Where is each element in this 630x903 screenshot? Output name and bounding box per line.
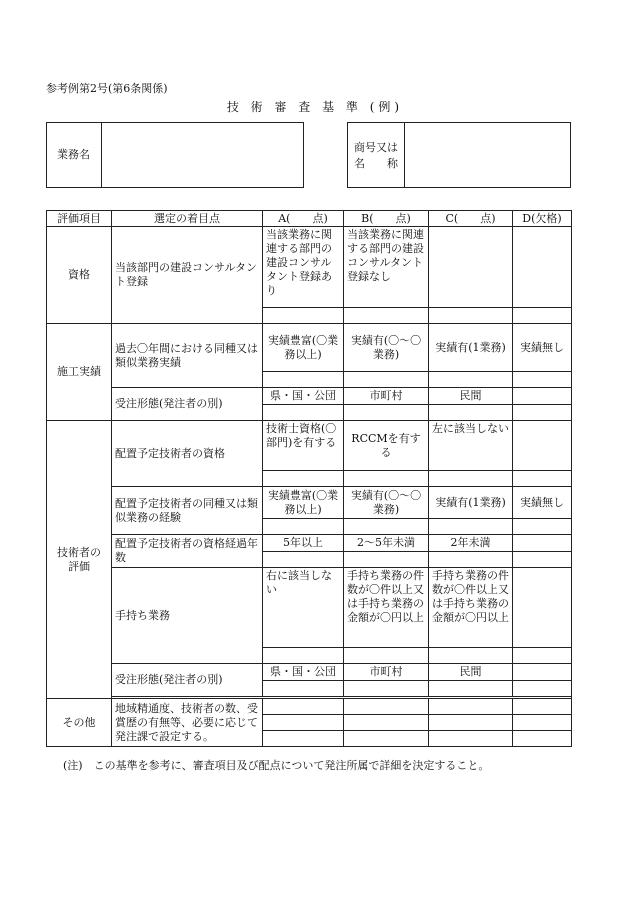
company-name-label-line1: 商号又は	[354, 141, 398, 154]
category-engineer-line2: 評価	[68, 559, 90, 573]
evaluation-table	[46, 210, 572, 747]
focus-current-workload: 手持ち業務	[112, 568, 263, 664]
order-type-b: 市町村	[344, 388, 429, 405]
focus-qualification: 当該部門の建設コンサルタント登録	[112, 227, 263, 324]
reference-line: 参考例第2号(第6条関係)	[46, 82, 168, 95]
focus-performance-record: 過去〇年間における同種又は類似業務実績	[112, 324, 263, 388]
other-b3[interactable]	[344, 731, 429, 747]
company-name-label-line2: 名 称	[354, 157, 398, 170]
engineer-experience-a: 実績豊富(〇業務以上)	[263, 487, 344, 519]
engineer-experience-b: 実績有(〇～〇業務)	[344, 487, 429, 519]
engineer-order-type-b-score[interactable]	[344, 681, 429, 697]
table-row	[47, 388, 572, 405]
other-b1[interactable]	[344, 699, 429, 715]
order-type-b-score[interactable]	[344, 405, 429, 421]
qualification-b: 当該業務に関連する部門の建設コンサルタント登録なし	[344, 227, 429, 308]
business-name-box	[46, 122, 304, 188]
workload-c: 手持ち業務の件数が〇件以上又は手持ち業務の金額が〇円以上	[429, 568, 513, 648]
engineer-qualification-a: 技術士資格(〇部門)を有する	[263, 421, 344, 471]
other-a3[interactable]	[263, 731, 344, 747]
engineer-years-c: 2年未満	[429, 535, 513, 552]
engineer-experience-c-score[interactable]	[429, 519, 513, 535]
focus-engineer-experience: 配置予定技術者の同種又は類似業務の経験	[112, 487, 263, 535]
engineer-order-type-c-score[interactable]	[429, 681, 513, 697]
engineer-years-a-score[interactable]	[263, 552, 344, 568]
company-name-box	[347, 122, 571, 188]
engineer-order-type-c: 民間	[429, 664, 513, 681]
performance-a: 実績豊富(〇業務以上)	[263, 324, 344, 372]
qualification-c[interactable]	[429, 227, 513, 308]
category-qualification: 資格	[47, 227, 112, 324]
performance-a-score[interactable]	[263, 372, 344, 388]
engineer-years-a: 5年以上	[263, 535, 344, 552]
business-name-label-cell	[46, 122, 102, 188]
header-focus-point: 選定の着目点	[112, 211, 263, 227]
engineer-experience-d: 実績無し	[513, 487, 572, 519]
table-row	[47, 699, 572, 715]
focus-other: 地域精通度、技術者の数、受賞歴の有無等、必要に応じて発注課で設定する。	[112, 699, 263, 747]
qualification-b-score[interactable]	[344, 308, 429, 324]
table-row	[47, 324, 572, 372]
engineer-experience-c: 実績有(1業務)	[429, 487, 513, 519]
workload-d[interactable]	[513, 568, 572, 648]
order-type-d[interactable]	[513, 388, 572, 405]
focus-engineer-years: 配置予定技術者の資格経過年数	[112, 535, 263, 568]
other-c3[interactable]	[429, 731, 513, 747]
other-a1[interactable]	[263, 699, 344, 715]
engineer-qualification-c-score[interactable]	[429, 471, 513, 487]
engineer-qualification-d-score[interactable]	[513, 471, 572, 487]
table-row	[47, 227, 572, 308]
table-header-row	[47, 211, 572, 227]
table-row	[47, 664, 572, 681]
qualification-c-score[interactable]	[429, 308, 513, 324]
order-type-a: 県・国・公団	[263, 388, 344, 405]
category-other: その他	[47, 699, 112, 747]
page-title: 技 術 審 査 基 準 (例)	[226, 100, 404, 114]
other-d1[interactable]	[513, 699, 572, 715]
category-performance: 施工実績	[47, 324, 112, 421]
other-d3[interactable]	[513, 731, 572, 747]
engineer-experience-b-score[interactable]	[344, 519, 429, 535]
engineer-order-type-a: 県・国・公団	[263, 664, 344, 681]
workload-a-score[interactable]	[263, 648, 344, 664]
engineer-experience-d-score[interactable]	[513, 519, 572, 535]
engineer-experience-a-score[interactable]	[263, 519, 344, 535]
engineer-qualification-b: RCCMを有する	[344, 421, 429, 471]
engineer-qualification-d[interactable]	[513, 421, 572, 471]
focus-engineer-qualification: 配置予定技術者の資格	[112, 421, 263, 487]
qualification-d[interactable]	[513, 227, 572, 308]
engineer-years-b-score[interactable]	[344, 552, 429, 568]
performance-d: 実績無し	[513, 324, 572, 372]
workload-c-score[interactable]	[429, 648, 513, 664]
focus-engineer-order-type: 受注形態(発注者の別)	[112, 664, 263, 697]
performance-b-score[interactable]	[344, 372, 429, 388]
performance-b: 実績有(〇～〇業務)	[344, 324, 429, 372]
other-b2[interactable]	[344, 715, 429, 731]
business-name-label: 業務名	[57, 148, 90, 161]
order-type-d-score[interactable]	[513, 405, 572, 421]
footnote: (注) この基準を参考に、審査項目及び配点について発注所属で詳細を決定すること。	[63, 759, 490, 772]
engineer-years-d-score[interactable]	[513, 552, 572, 568]
other-c2[interactable]	[429, 715, 513, 731]
order-type-c: 民間	[429, 388, 513, 405]
header-grade-a: A( 点)	[263, 211, 344, 227]
engineer-order-type-a-score[interactable]	[263, 681, 344, 697]
performance-c: 実績有(1業務)	[429, 324, 513, 372]
table-row	[47, 535, 572, 552]
qualification-a: 当該業務に関連する部門の建設コンサルタント登録あり	[263, 227, 344, 308]
table-row	[47, 487, 572, 519]
company-name-value[interactable]	[406, 123, 570, 187]
performance-c-score[interactable]	[429, 372, 513, 388]
workload-b: 手持ち業務の件数が〇件以上又は手持ち業務の金額が〇円以上	[344, 568, 429, 648]
engineer-years-d[interactable]	[513, 535, 572, 552]
category-engineer	[47, 421, 112, 699]
focus-order-type: 受注形態(発注者の別)	[112, 388, 263, 421]
header-grade-c: C( 点)	[429, 211, 513, 227]
workload-a: 右に該当しない	[263, 568, 344, 648]
engineer-years-c-score[interactable]	[429, 552, 513, 568]
engineer-qualification-a-score[interactable]	[263, 471, 344, 487]
engineer-order-type-b: 市町村	[344, 664, 429, 681]
qualification-a-score[interactable]	[263, 308, 344, 324]
header-evaluation-item: 評価項目	[47, 211, 112, 227]
order-type-c-score[interactable]	[429, 405, 513, 421]
other-a2[interactable]	[263, 715, 344, 731]
other-c1[interactable]	[429, 699, 513, 715]
other-d2[interactable]	[513, 715, 572, 731]
workload-b-score[interactable]	[344, 648, 429, 664]
table-row	[47, 421, 572, 471]
engineer-qualification-b-score[interactable]	[344, 471, 429, 487]
header-grade-d: D(欠格)	[513, 211, 572, 227]
performance-d-score[interactable]	[513, 372, 572, 388]
engineer-order-type-d-score[interactable]	[513, 681, 572, 697]
company-name-label-cell	[347, 122, 405, 188]
qualification-d-score[interactable]	[513, 308, 572, 324]
table-row	[47, 568, 572, 648]
category-engineer-line1: 技術者の	[57, 545, 101, 559]
engineer-qualification-c: 左に該当しない	[429, 421, 513, 471]
order-type-a-score[interactable]	[263, 405, 344, 421]
engineer-order-type-d[interactable]	[513, 664, 572, 681]
engineer-years-b: 2～5年未満	[344, 535, 429, 552]
workload-d-score[interactable]	[513, 648, 572, 664]
header-grade-b: B( 点)	[344, 211, 429, 227]
business-name-value[interactable]	[103, 123, 303, 187]
